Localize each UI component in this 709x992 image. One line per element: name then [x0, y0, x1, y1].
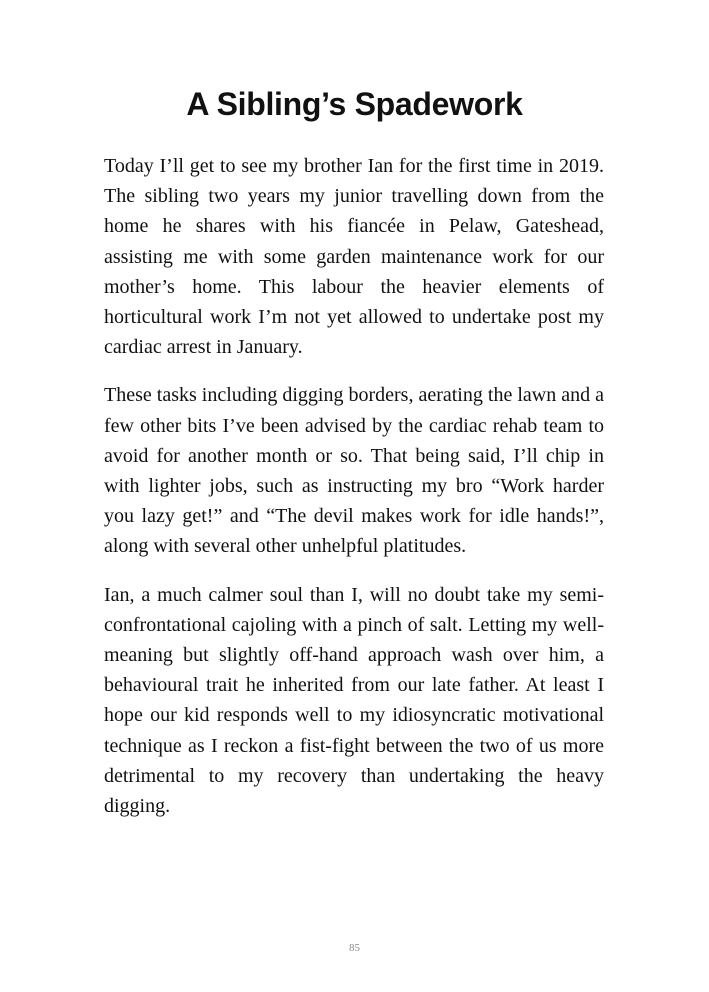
- body-text: [104, 151, 604, 839]
- paragraph: Today I’ll get to see my brother Ian for the first time in 2019. The sibling two years my junior travelling down from the home he shares with his fiancée in Pelaw, Gateshead, assisting me with some garden maintenance work for our mother’s home. This labour the heavier elements of horticultural work I’m not yet allowed to undertake post my cardiac arrest in January.: [104, 155, 604, 359]
- paragraph: These tasks including digging borders, aerating the lawn and a few other bits I’ve been advised by the cardiac rehab team to avoid for another month or so. That being said, I’ll chip in with lighter jobs, such as instructing my bro “Work harder you lazy get!” and “The devil makes work for idle hands!”, along with several other unhelpful platitudes.: [104, 384, 604, 558]
- chapter-title: A Sibling’s Spadework: [186, 86, 523, 122]
- page-number: 85: [349, 942, 360, 954]
- paragraph: Ian, a much calmer soul than I, will no doubt take my semi-confrontational cajoling with a pinch of salt. Letting my well-meaning but slightly off-hand approach wash over him, a behavioural trait he inherited from our late father. At least I hope our kid responds well to my idiosyncratic motivational technique as I reckon a fist-fight between the two of us more detrimental to my recovery than undertaking the heavy digging.: [104, 583, 604, 818]
